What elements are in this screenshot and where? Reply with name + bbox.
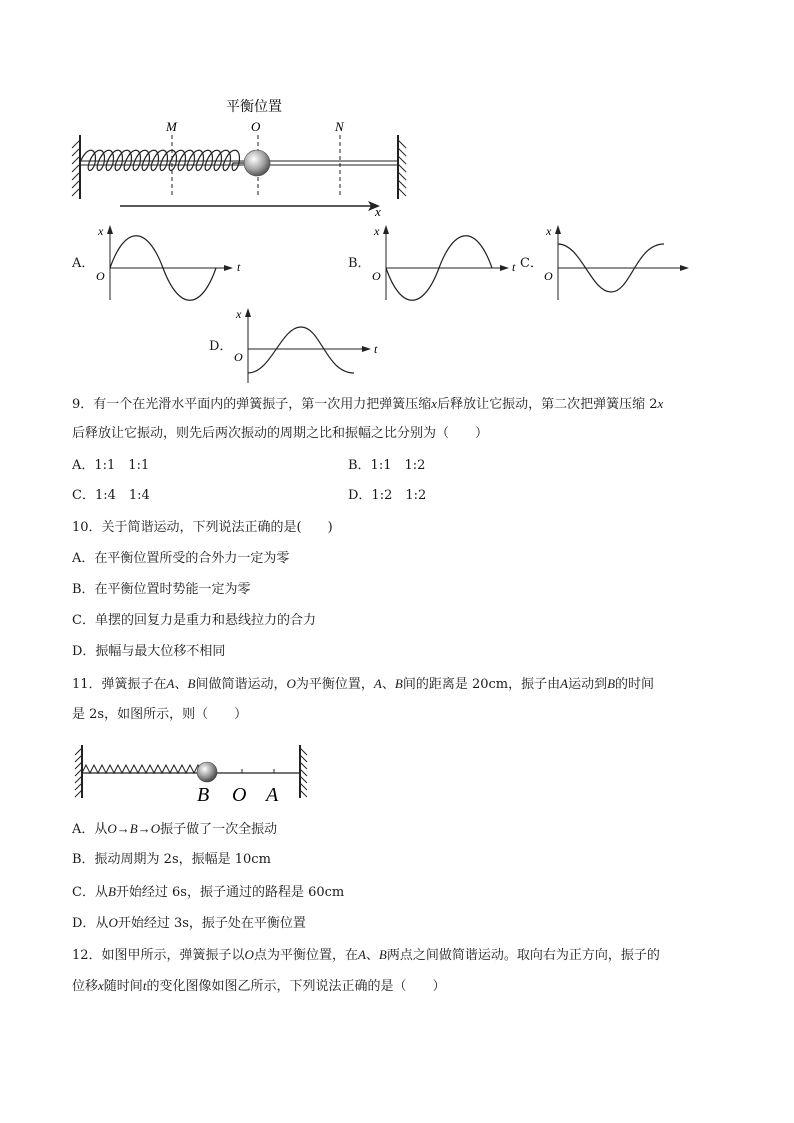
- question-9-stem-line1: 9．有一个在光滑水平面内的弹簧振子，第一次用力把弹簧压缩x后释放让它振动，第二次把弹簧压缩 2x: [72, 396, 664, 412]
- question-9-option-b[interactable]: B．1:1 1:2: [348, 458, 426, 473]
- question-11-stem-line1: 11．弹簧振子在A、B间做简谐运动，O为平衡位置，A、B间的距离是 20cm，振子由A运动到B的时间: [72, 676, 655, 692]
- equilibrium-position-label: 平衡位置: [226, 100, 282, 115]
- graph-option-c: [536, 222, 696, 304]
- svg-text:x: x: [98, 224, 104, 238]
- graph-option-a: [88, 222, 258, 304]
- svg-text:t: t: [374, 342, 378, 356]
- graph-option-d-label: D．: [209, 339, 233, 354]
- graph-option-b: [364, 222, 524, 304]
- question-11-option-b[interactable]: B．振动周期为 2s，振幅是 10cm: [72, 852, 271, 867]
- svg-text:t: t: [512, 260, 516, 274]
- graph-option-d: [226, 305, 391, 387]
- label-o: O: [232, 784, 247, 806]
- svg-text:O: O: [96, 269, 105, 283]
- question-11-option-c[interactable]: C．从B开始经过 6s，振子通过的路程是 60cm: [72, 884, 345, 900]
- question-11-spring-figure: [70, 740, 310, 806]
- right-wall: [398, 135, 406, 199]
- svg-text:t: t: [237, 260, 241, 274]
- question-10-option-a[interactable]: A．在平衡位置所受的合外力一定为零: [72, 551, 290, 566]
- question-11-option-a[interactable]: A．从O→B→O振子做了一次全振动: [72, 821, 278, 837]
- question-10-option-d[interactable]: D．振幅与最大位移不相同: [72, 644, 226, 659]
- svg-text:x: x: [374, 224, 380, 238]
- question-11-stem-line2: 是 2s，如图所示，则（ ）: [72, 707, 248, 722]
- question-10-stem: 10．关于简谐运动，下列说法正确的是( ): [72, 520, 333, 535]
- svg-text:O: O: [372, 269, 381, 283]
- label-a: A: [266, 784, 279, 806]
- question-9-option-c[interactable]: C．1:4 1:4: [72, 488, 150, 503]
- graph-option-b-label: B．: [348, 256, 371, 271]
- left-wall: [72, 135, 80, 199]
- svg-text:x: x: [236, 307, 242, 321]
- question-10-option-b[interactable]: B．在平衡位置时势能一定为零: [72, 582, 251, 597]
- oscillator-ball: [244, 150, 270, 176]
- question-9-option-a[interactable]: A．1:1 1:1: [72, 458, 150, 473]
- spring: [80, 150, 245, 170]
- question-11-spring: [82, 765, 202, 773]
- question-10-option-c[interactable]: C．单摆的回复力是重力和悬线拉力的合力: [72, 613, 316, 628]
- question-11-ball: [197, 762, 217, 782]
- svg-text:x: x: [546, 224, 552, 238]
- question-12-stem-line1: 12．如图甲所示，弹簧振子以O点为平衡位置，在A、B两点之间做简谐运动。取向右为正方向，振子的: [72, 947, 660, 963]
- svg-text:O: O: [234, 350, 243, 364]
- x-axis-label: x: [375, 204, 381, 219]
- svg-text:O: O: [544, 269, 553, 283]
- question-9-stem-line2: 后释放让它振动，则先后两次振动的周期之比和振幅之比分别为（ ）: [72, 426, 489, 441]
- label-m: M: [166, 119, 177, 134]
- label-b: B: [197, 784, 210, 806]
- question-9-option-d[interactable]: D．1:2 1:2: [348, 488, 427, 503]
- question-11-option-d[interactable]: D．从O开始经过 3s，振子处在平衡位置: [72, 915, 306, 931]
- graph-option-c-label: C．: [520, 256, 543, 271]
- spring-oscillator-figure: [68, 92, 413, 220]
- question-12-stem-line2: 位移x随时间t的变化图像如图乙所示，下列说法正确的是（ ）: [72, 978, 446, 994]
- label-n: N: [335, 119, 344, 134]
- label-o: O: [251, 119, 261, 134]
- graph-option-a-label: A．: [72, 256, 95, 271]
